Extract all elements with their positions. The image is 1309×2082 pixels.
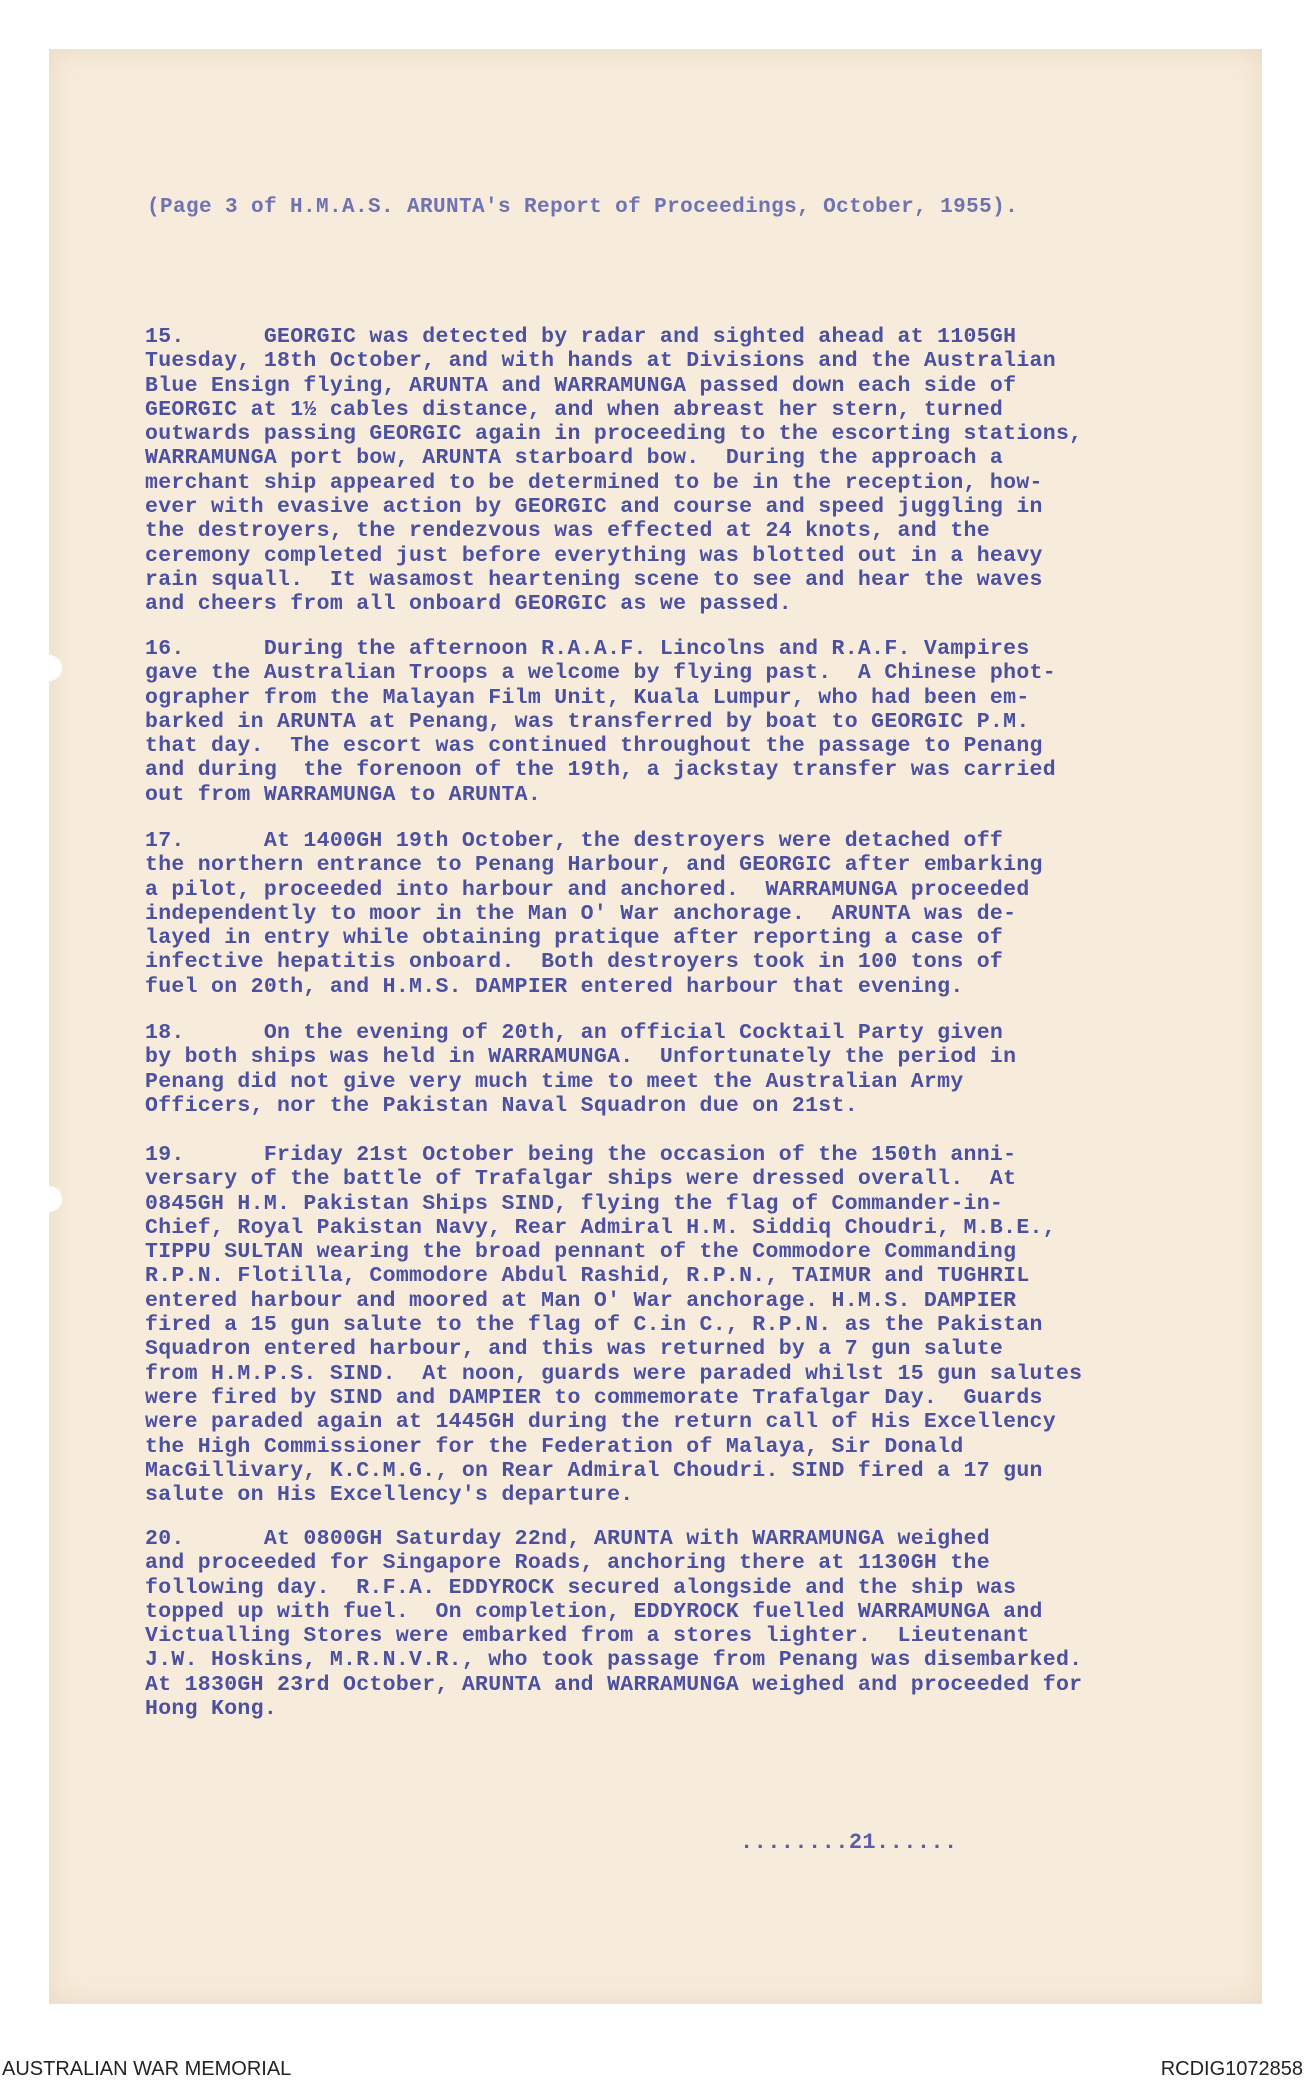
paragraph-20: 20. At 0800GH Saturday 22nd, ARUNTA with WARRAMUNGA weighed and proceeded for Singapore Roads, anchoring there at 1130GH the following day. R.F.A. EDDYROCK secured alongside and the ship was topped up with fuel. On completion, EDDYROCK fuelled WARRAMUNGA and Victualling Stores were embarked from a stores lighter. Lieutenant J.W. Hoskins, M.R.N.V.R., who took passage from Penang was disembarked. At 1830GH 23rd October, ARUNTA and WARRAMUNGA weighed and proceeded for Hong Kong. bbox=[145, 1527, 1083, 1722]
archive-name: AUSTRALIAN WAR MEMORIAL bbox=[2, 2058, 292, 2080]
archive-footer bbox=[0, 2058, 1309, 2082]
report-header: (Page 3 of H.M.A.S. ARUNTA's Report of Proceedings, October, 1955). bbox=[147, 196, 1019, 219]
record-id: RCDIG1072858 bbox=[1160, 2058, 1303, 2080]
punch-hole bbox=[36, 655, 62, 681]
paragraph-15: 15. GEORGIC was detected by radar and sighted ahead at 1105GH Tuesday, 18th October, and with hands at Divisions and the Australian Blue Ensign flying, ARUNTA and WARRAMUNGA passed down each side of GEORGIC at 1½ cables distance, and when abreast her stern, turned outwards passing GEORGIC again in proceeding to the escorting stations, WARRAMUNGA port bow, ARUNTA starboard bow. During the approach a merchant ship appeared to be determined to be in the reception, how- ever with evasive action by GEORGIC and course and speed juggling in the destroyers, the rendezvous was effected at 24 knots, and the ceremony completed just before everything was blotted out in a heavy rain squall. It wasamost heartening scene to see and hear the waves and cheers from all onboard GEORGIC as we passed. bbox=[145, 325, 1083, 617]
paragraph-17: 17. At 1400GH 19th October, the destroyers were detached off the northern entrance to Penang Harbour, and GEORGIC after embarking a pilot, proceeded into harbour and anchored. WARRAMUNGA proceeded independently to moor in the Man O' War anchorage. ARUNTA was de- layed in entry while obtaining pratique after reporting a case of infective hepatitis onboard. Both destroyers took in 100 tons of fuel on 20th, and H.M.S. DAMPIER entered harbour that evening. bbox=[145, 829, 1043, 999]
punch-hole bbox=[36, 1186, 62, 1212]
page-number: ........21...... bbox=[740, 1830, 958, 1855]
paragraph-19: 19. Friday 21st October being the occasion of the 150th anni- versary of the battle of Trafalgar ships were dressed overall. At 0845GH H.M. Pakistan Ships SIND, flying the flag of Commander-in- Chief, Royal Pakistan Navy, Rear Admiral H.M. Siddiq Choudri, M.B.E., TIPPU SULTAN wearing the broad pennant of the Commodore Commanding R.P.N. Flotilla, Commodore Abdul Rashid, R.P.N., TAIMUR and TUGHRIL entered harbour and moored at Man O' War anchorage. H.M.S. DAMPIER fired a 15 gun salute to the flag of C.in C., R.P.N. as the Pakistan Squadron entered harbour, and this was returned by a 7 gun salute from H.M.P.S. SIND. At noon, guards were paraded whilst 15 gun salutes were fired by SIND and DAMPIER to commemorate Trafalgar Day. Guards were paraded again at 1445GH during the return call of His Excellency the High Commissioner for the Federation of Malaya, Sir Donald MacGillivary, K.C.M.G., on Rear Admiral Choudri. SIND fired a 17 gun salute on His Excellency's departure. bbox=[145, 1143, 1083, 1508]
paragraph-16: 16. During the afternoon R.A.A.F. Lincolns and R.A.F. Vampires gave the Australian Troops a welcome by flying past. A Chinese phot- ographer from the Malayan Film Unit, Kuala Lumpur, who had been em- barked in ARUNTA at Penang, was transferred by boat to GEORGIC P.M. that day. The escort was continued throughout the passage to Penang and during the forenoon of the 19th, a jackstay transfer was carried out from WARRAMUNGA to ARUNTA. bbox=[145, 637, 1056, 807]
paragraph-18: 18. On the evening of 20th, an official Cocktail Party given by both ships was held in WARRAMUNGA. Unfortunately the period in Penang did not give very much time to meet the Australian Army Officers, nor the Pakistan Naval Squadron due on 21st. bbox=[145, 1021, 1017, 1118]
